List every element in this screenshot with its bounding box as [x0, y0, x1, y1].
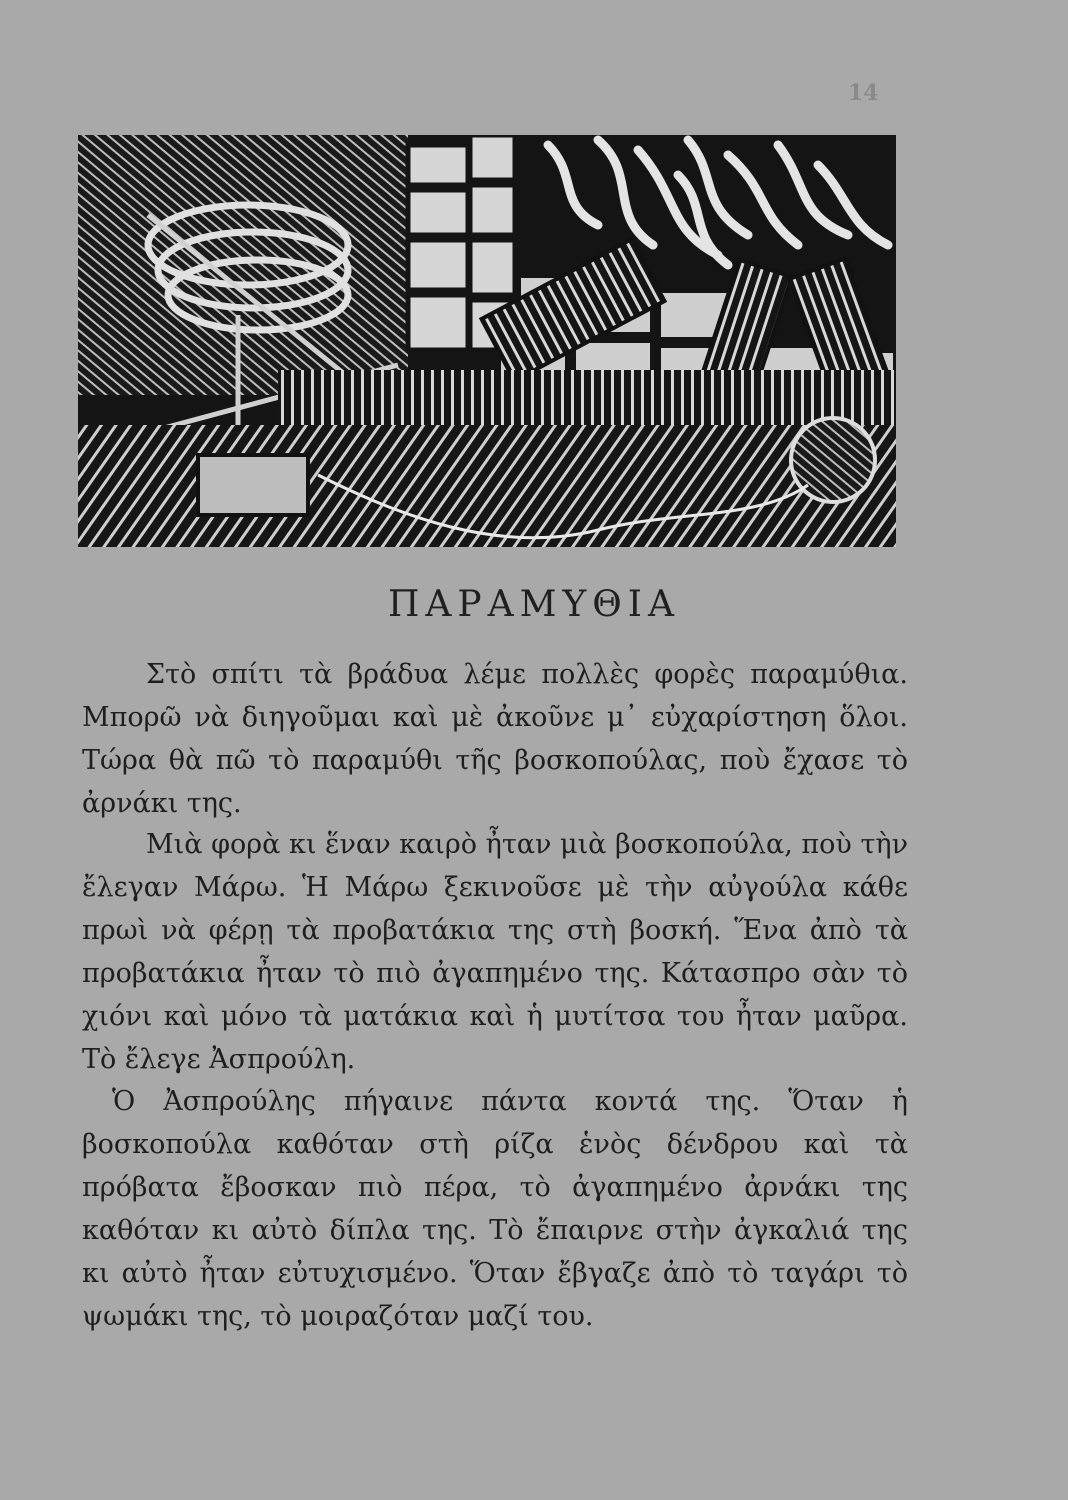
page-number: 14 — [848, 80, 879, 106]
paragraph-2 — [82, 823, 908, 1081]
hearth-spinning-wheel-image — [78, 135, 896, 547]
woodcut-illustration — [78, 135, 896, 547]
page-title: ΠΑΡΑΜΥΘΙΑ — [388, 584, 680, 625]
paragraph-text: Ὁ Ἀσπρούλης πήγαινε πάντα κοντά της. Ὅταν ἡ βοσκοπούλα καθόταν στὴ ρίζα ἑνὸς δένδρου καὶ τὰ πρόβατα ἔβοσκαν πιὸ πέρα, τὸ ἀγαπημένο ἀρνάκι της καθόταν κι αὐτὸ δίπλα της. Τὸ ἔπαιρνε στὴν ἀγκαλιά της κι αὐτὸ ἦταν εὐτυχισμένο. Ὅταν ἔβγαζε ἀπὸ τὸ ταγάρι τὸ ψωμάκι της, τὸ μοιραζόταν μαζί του. — [82, 1086, 908, 1332]
paragraph-3 — [82, 1080, 908, 1338]
paragraph-text: Μιὰ φορὰ κι ἕναν καιρὸ ἦταν μιὰ βοσκοπούλα, ποὺ τὴν ἔλεγαν Μάρω. Ἡ Μάρω ξεκινοῦσε μὲ τὴν αὐγούλα κάθε πρωὶ νὰ φέρῃ τὰ προβατάκια της στὴ βοσκή. Ἕνα ἀπὸ τὰ προβατάκια ἦταν τὸ πιὸ ἀγαπημένο της. Κάτασπρο σὰν τὸ χιόνι καὶ μόνο τὰ ματάκια καὶ ἡ μυτίτσα του ἦταν μαῦρα. Τὸ ἔλεγε Ἀσπρούλη. — [82, 829, 908, 1075]
paragraph-1 — [82, 653, 908, 825]
paragraph-text: Στὸ σπίτι τὰ βράδυα λέμε πολλὲς φορὲς παραμύθια. Μπορῶ νὰ διηγοῦμαι καὶ μὲ ἀκοῦνε μ᾽ εὐχαρίστηση ὅλοι. Τώρα θὰ πῶ τὸ παραμύθι τῆς βοσκοπούλας, ποὺ ἔχασε τὸ ἀρνάκι της. — [82, 659, 908, 819]
